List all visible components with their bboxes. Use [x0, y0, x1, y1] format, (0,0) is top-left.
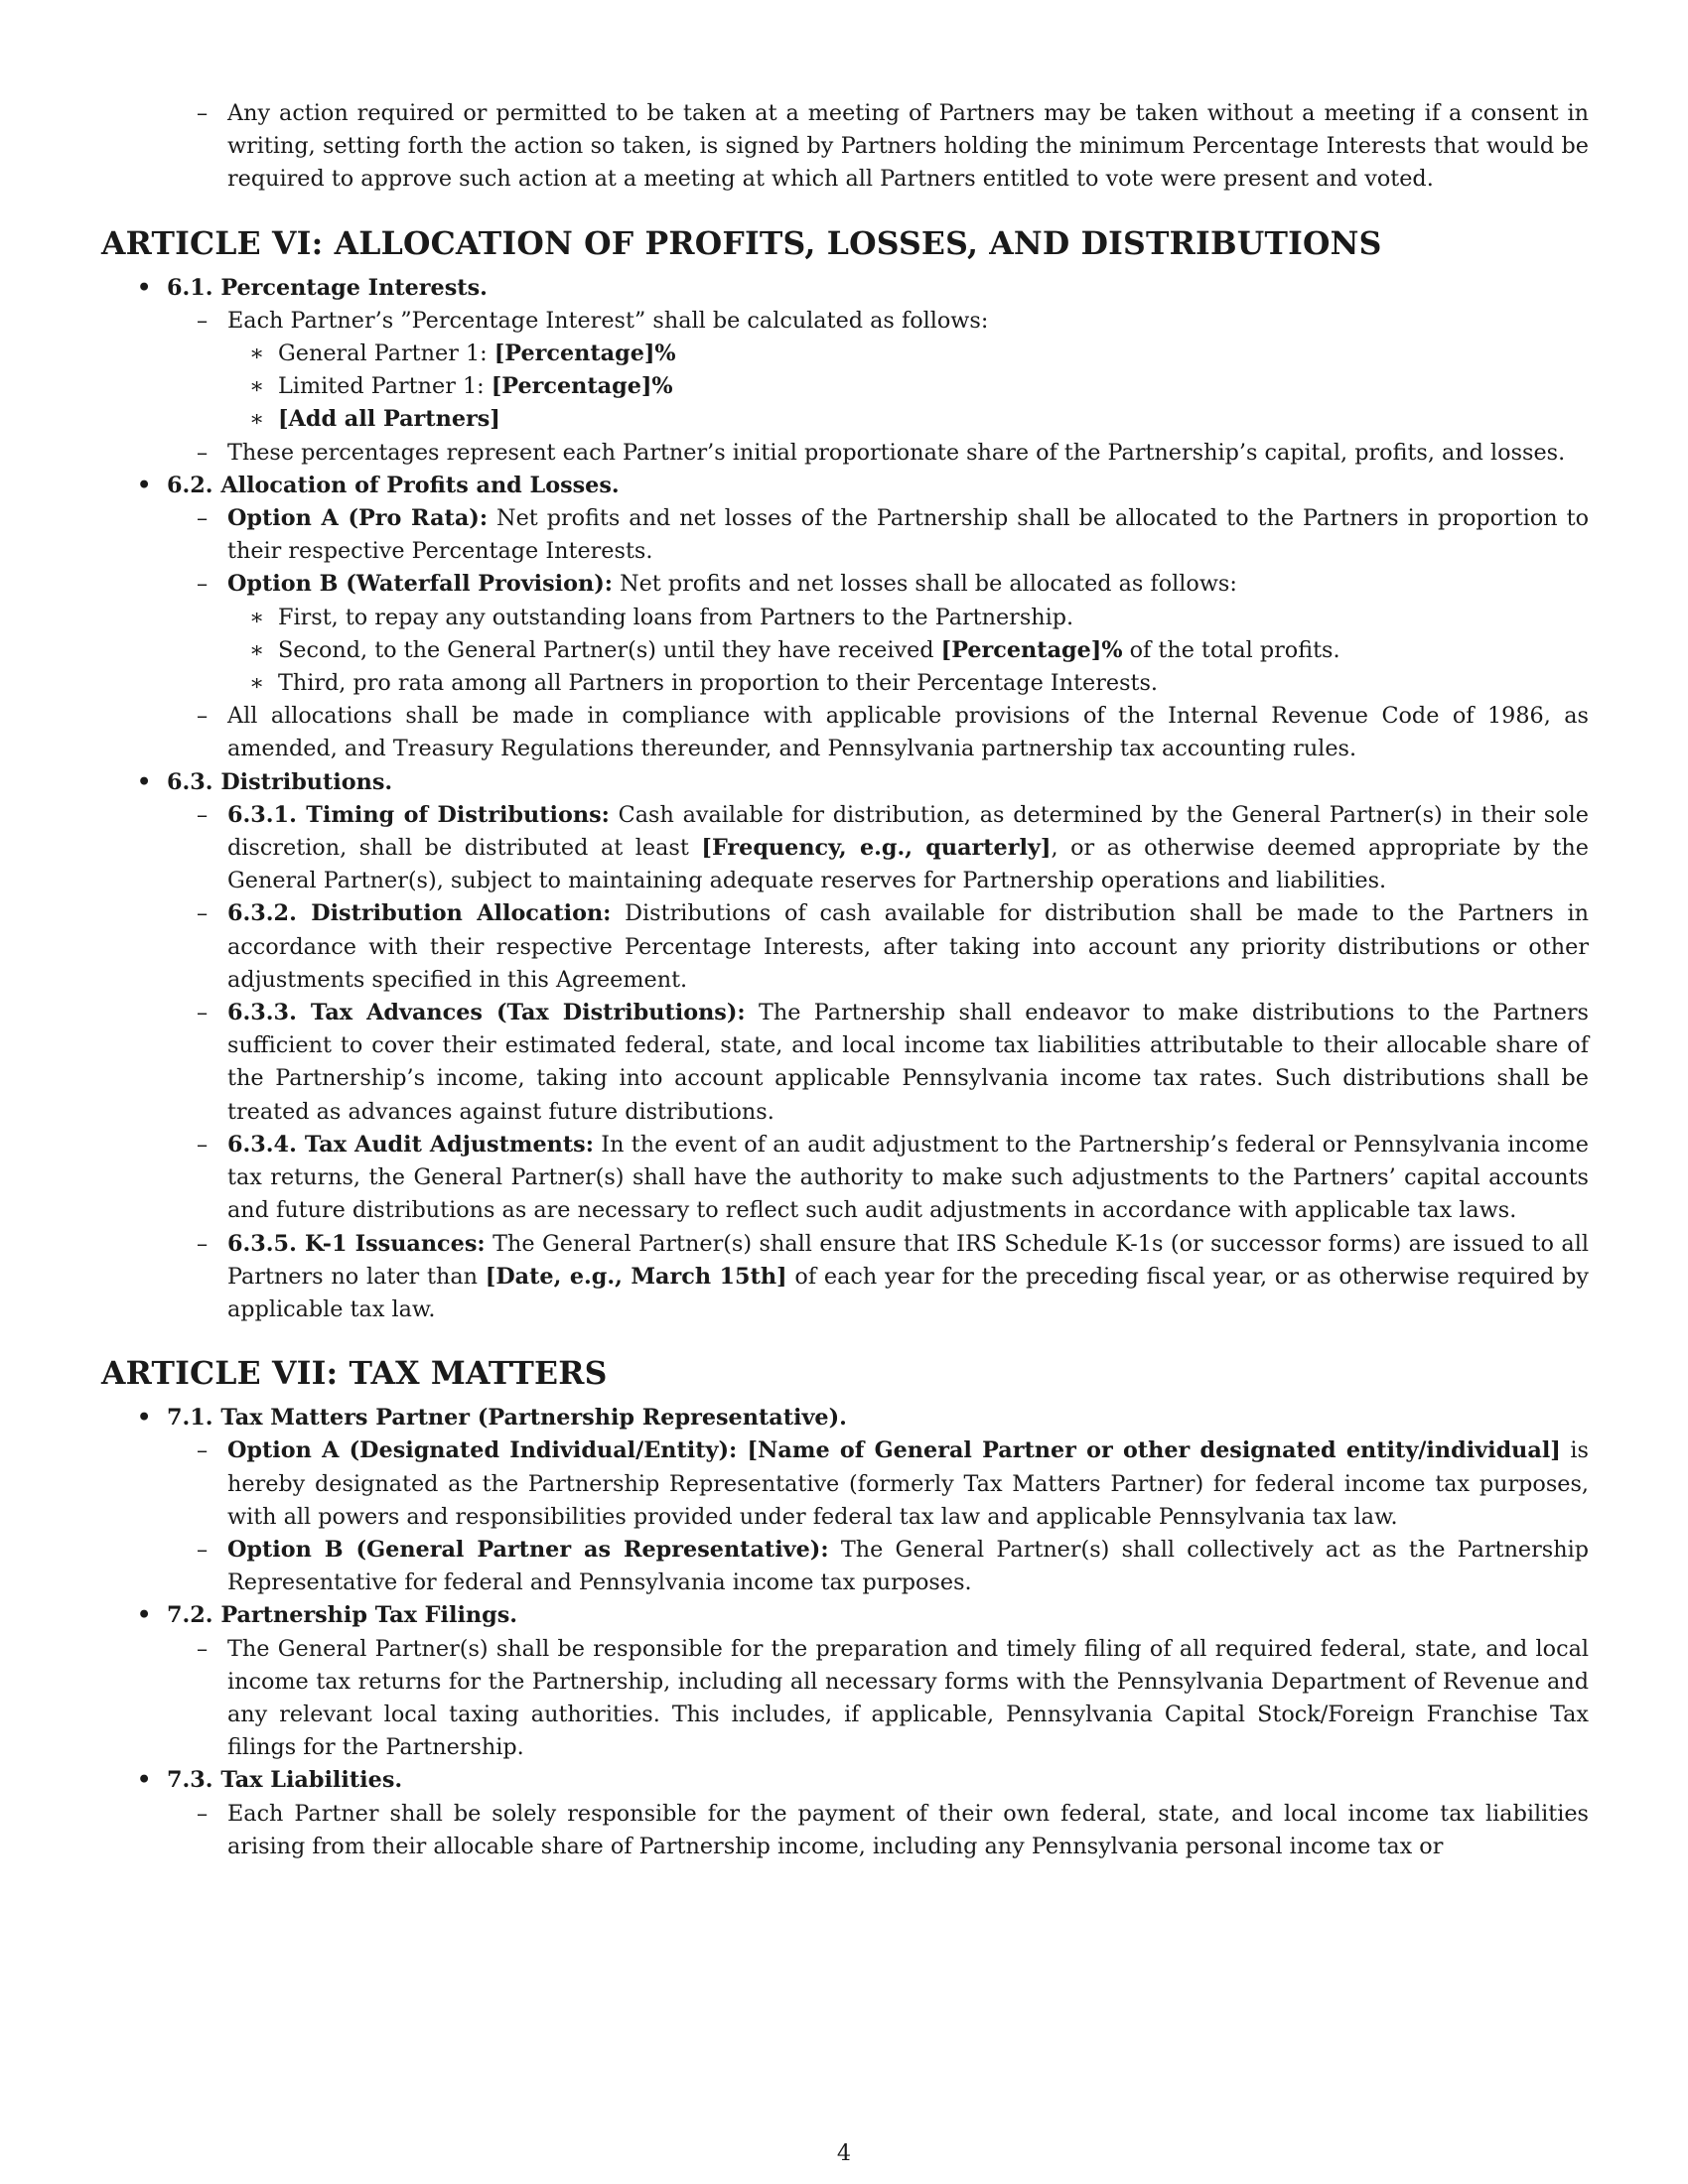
list-item: – All allocations shall be made in compliance with applicable provisions of the Internal Revenue Code of 1986, as amended, and Treasury Regulations thereunder, and Pennsylvania partnership tax accounting rules. [197, 703, 1589, 762]
list-item: – 6.3.3. Tax Advances (Tax Distributions): The Partnership shall endeavor to make distributions to the Partners sufficient to cover their estimated federal, state, and local income tax liabilities attributable to their allocable share of the Partnership’s income, taking into account applicable Pennsylvania income tax rates. Such distributions shall be treated as advances against future distributions. [197, 1000, 1589, 1125]
section-heading: • 7.1. Tax Matters Partner (Partnership Representative). [137, 1405, 847, 1432]
list-item: – The General Partner(s) shall be responsible for the preparation and timely filing of all required federal, state, and local income tax returns for the Partnership, including all necessary forms with the Pennsylvania Department of Revenue and any relevant local taxing authorities. This includes, if applicable, Pennsylvania Capital Stock/Foreign Franchise Tax filings for the Partnership. [197, 1635, 1589, 1761]
placeholder-field: [Add all Partners] [278, 406, 500, 433]
list-item: ∗ Second, to the General Partner(s) until they have received [Percentage]% of the total profits. [249, 636, 1340, 663]
list-item: – 6.3.5. K-1 Issuances: The General Partner(s) shall ensure that IRS Schedule K-1s (or successor forms) are issued to all Partners no later than [Date, e.g., March 15th] of each year for the preceding fiscal year, or as otherwise required by applicable tax law. [197, 1230, 1589, 1322]
placeholder-field: [Date, e.g., March 15th] [485, 1263, 787, 1290]
section-heading: • 7.2. Partnership Tax Filings. [137, 1602, 518, 1629]
list-item: ∗ [Add all Partners] [249, 406, 500, 433]
list-item: – Option B (Waterfall Provision): Net profits and net losses shall be allocated as follows: [197, 571, 1237, 598]
placeholder-field: [Percentage]% [491, 373, 673, 400]
section-heading: • 6.1. Percentage Interests. [137, 274, 488, 301]
list-item: ∗ General Partner 1: [Percentage]% [249, 341, 676, 367]
list-item: – Each Partner shall be solely responsible for the payment of their own federal, state, and local income tax liabilities arising from their allocable share of Partnership income, including any Pennsylvania personal income tax or [197, 1800, 1589, 1859]
list-item: – 6.3.2. Distribution Allocation: Distributions of cash available for distribution shall be made to the Partners in accordance with their respective Percentage Interests, after taking into account any priority distributions or other adjustments specified in this Agreement. [197, 900, 1589, 993]
placeholder-field: [Percentage]% [493, 341, 676, 367]
section-heading: • 6.3. Distributions. [137, 768, 393, 795]
placeholder-field: [Percentage]% [940, 636, 1123, 663]
list-item: – Any action required or permitted to be taken at a meeting of Partners may be taken without a meeting if a consent in writing, setting forth the action so taken, is signed by Partners holding the minimum Percentage Interests that would be required to approve such action at a meeting at which all Partners entitled to vote were present and voted. [197, 100, 1589, 193]
document-page [101, 97, 1589, 1863]
list-item: ∗ Limited Partner 1: [Percentage]% [249, 373, 673, 400]
section-heading: • 6.2. Allocation of Profits and Losses. [137, 472, 620, 498]
page-number: 4 [836, 2140, 852, 2166]
list-item: – Option A (Designated Individual/Entity): [Name of General Partner or other designated entity/individual] is hereby designated as the Partnership Representative (formerly Tax Matters Partner) for federal income tax purposes, with all powers and responsibilities provided under federal tax law and applicable Pennsylvania tax law. [197, 1437, 1589, 1530]
article-heading: ARTICLE VII: TAX MATTERS [101, 1355, 608, 1393]
article-heading: ARTICLE VI: ALLOCATION OF PROFITS, LOSSES, AND DISTRIBUTIONS [101, 224, 1382, 262]
placeholder-field: [Frequency, e.g., quarterly] [701, 835, 1052, 862]
list-item: – These percentages represent each Partner’s initial proportionate share of the Partnership’s capital, profits, and losses. [197, 439, 1566, 466]
list-item: – Option A (Pro Rata): Net profits and net losses of the Partnership shall be allocated to the Partners in proportion to their respective Percentage Interests. [197, 505, 1589, 565]
list-item: ∗ First, to repay any outstanding loans from Partners to the Partnership. [249, 604, 1074, 630]
list-item: – 6.3.1. Timing of Distributions: Cash available for distribution, as determined by the General Partner(s) in their sole discretion, shall be distributed at least [Frequency, e.g., quarterly], or as otherwise deemed appropriate by the General Partner(s), subject to maintaining adequate reserves for Partnership operations and liabilities. [197, 801, 1590, 894]
list-item: ∗ Third, pro rata among all Partners in proportion to their Percentage Interests. [249, 670, 1159, 697]
list-item: – 6.3.4. Tax Audit Adjustments: In the event of an audit adjustment to the Partnership’s federal or Pennsylvania income tax returns, the General Partner(s) shall have the authority to make such adjustments to the Partners’ capital accounts and future distributions as are necessary to reflect such audit adjustments in accordance with applicable tax laws. [197, 1131, 1589, 1224]
list-item: – Option B (General Partner as Representative): The General Partner(s) shall collectively act as the Partnership Representative for federal and Pennsylvania income tax purposes. [197, 1536, 1589, 1596]
section-heading: • 7.3. Tax Liabilities. [137, 1767, 403, 1794]
list-item: – Each Partner’s ”Percentage Interest” shall be calculated as follows: [197, 307, 989, 334]
